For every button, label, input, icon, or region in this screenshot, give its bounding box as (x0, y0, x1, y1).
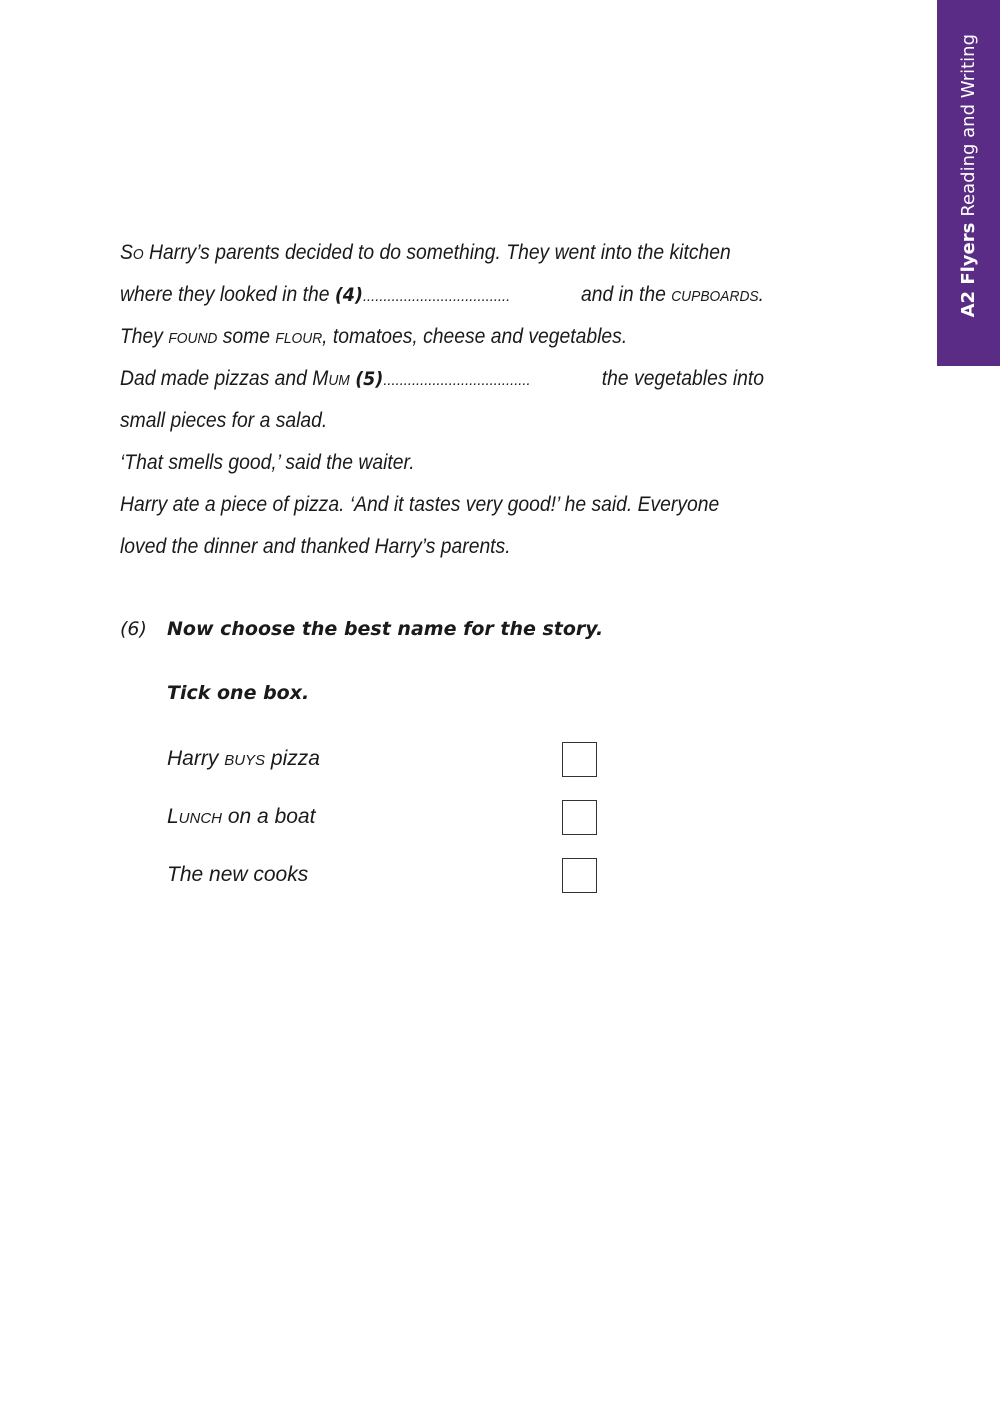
question-text: Now choose the best name for the story. (167, 618, 604, 640)
story-line-2-end (581, 274, 764, 316)
side-tab-label (937, 0, 1000, 366)
story-word-found: found (168, 325, 218, 348)
option-1-c: pizza (270, 747, 320, 770)
story-line-4-start (120, 358, 531, 400)
question-number: (6) (120, 618, 147, 640)
option-1-b: buys (224, 747, 266, 770)
story-line-6 (120, 442, 764, 484)
story-word-flour: flour, (275, 325, 328, 348)
gap-4-number: (4) (334, 284, 363, 306)
tick-box-3[interactable] (562, 858, 597, 893)
story-word-cupboards: cupboards. (671, 283, 764, 306)
answer-options (167, 730, 597, 904)
gap-4-blank[interactable]: .................................... (362, 288, 511, 305)
story-line-1 (120, 232, 764, 274)
side-tab-level: A2 Flyers (958, 222, 979, 318)
tick-box-1[interactable] (562, 742, 597, 777)
story-line-5-text: small pieces for a salad. (120, 409, 328, 432)
story-line-8 (120, 526, 764, 568)
story-line-5 (120, 400, 764, 442)
story-word-mum: Mum (312, 367, 350, 390)
story-word-so: So (120, 241, 144, 264)
story-line-3-a: They (120, 325, 163, 348)
gap-5-number: (5) (355, 368, 384, 390)
story-line-6-text: ‘That smells good,’ said the waiter. (120, 451, 415, 474)
option-1 (167, 730, 597, 788)
story-line-7 (120, 484, 764, 526)
option-2-label (167, 805, 315, 829)
option-2 (167, 788, 597, 846)
story-line-4-a: Dad made pizzas and (120, 367, 307, 390)
tick-box-2[interactable] (562, 800, 597, 835)
option-2-a: Lunch (167, 805, 223, 828)
gap-5-blank[interactable]: .................................... (383, 372, 531, 389)
story-line-3-text (120, 316, 627, 358)
question-instruction: Tick one box. (167, 682, 310, 704)
option-3-label: The new cooks (167, 863, 309, 886)
story-text (120, 232, 764, 568)
story-line-3-c: some (222, 325, 271, 348)
option-2-b: on a boat (227, 805, 316, 828)
side-tab (937, 0, 1000, 366)
option-1-label (167, 747, 320, 771)
story-line-2 (120, 274, 764, 316)
story-line-2-b: and in the (580, 283, 666, 306)
question-6 (120, 618, 603, 640)
story-line-2-start (120, 274, 510, 316)
story-line-8-text: loved the dinner and thanked Harry’s parents. (120, 535, 511, 558)
option-3 (167, 846, 597, 904)
story-line-4 (120, 358, 764, 400)
story-line-2-a: where they looked in the (120, 283, 330, 306)
story-line-3-e: tomatoes, cheese and vegetables. (332, 325, 628, 348)
story-line-7-text: Harry ate a piece of pizza. ‘And it tastes very good!’ he said. Everyone (120, 493, 720, 516)
story-line-3 (120, 316, 764, 358)
side-tab-section: Reading and Writing (958, 34, 979, 217)
story-line-1-text (120, 232, 731, 274)
story-line-1-rest: Harry’s parents decided to do something. They went into the kitchen (149, 241, 731, 264)
story-line-4-c: the vegetables into (601, 367, 764, 390)
option-1-a: Harry (167, 747, 219, 770)
